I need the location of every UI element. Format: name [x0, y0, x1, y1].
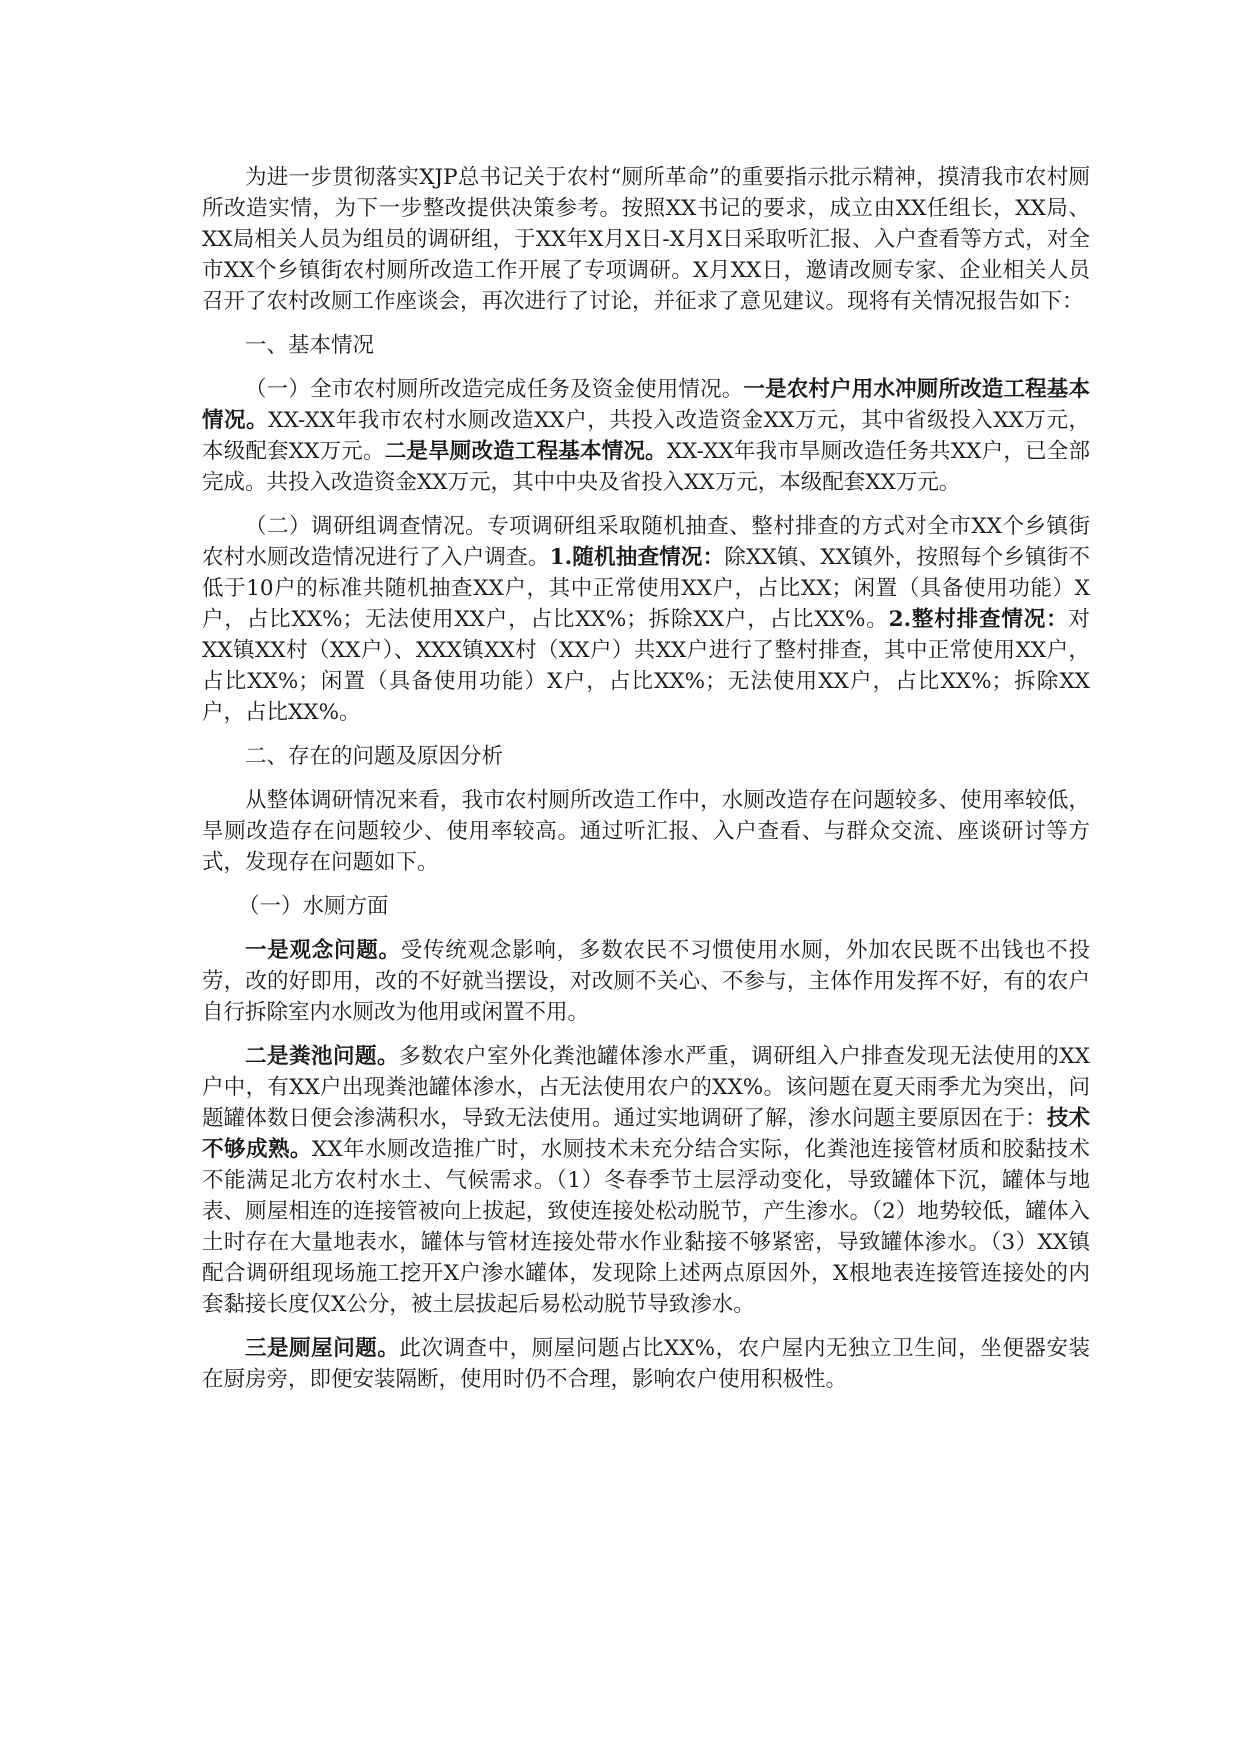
section-heading-text: 二、存在的问题及原因分析	[245, 744, 504, 769]
section-heading-problems	[202, 741, 1090, 772]
bold-phrase: 一是观念问题。	[245, 938, 401, 963]
paragraph-concept-issue	[202, 935, 1090, 1028]
paragraph-text: 受传统观念影响，多数农民不习惯使用水厕，外加农民既不出钱也不投劳，改的好即用，改的不好就当摆设，对改厕不关心、不参与，主体作用发挥不好，有的农户自行拆除室内水厕改为他用或闲置不用。	[202, 938, 1090, 1025]
intro-paragraph	[202, 162, 1090, 317]
paragraph-funding	[202, 374, 1090, 498]
paragraph-text: XX年水厕改造推广时，水厕技术未充分结合实际，化粪池连接管材质和胶黏技术不能满足北方农村水土、气候需求。（1）冬春季节土层浮动变化，导致罐体下沉，罐体与地表、厕屋相连的连接管被向上拔起，致使连接处松动脱节，产生渗水。（2）地势较低，罐体入土时存在大量地表水，罐体与管材连接处带水作业黏接不够紧密，导致罐体渗水。（3）XX镇配合调研组现场施工挖开X户渗水罐体，发现除上述两点原因外，X根地表连接管连接处的内套黏接长度仅X公分，被土层拔起后易松动脱节导致渗水。	[202, 1137, 1090, 1317]
paragraph-toilet-room-issue	[202, 1333, 1090, 1395]
paragraph-septic-issue	[202, 1041, 1090, 1320]
paragraph-text: 此次调查中，厕屋问题占比XX%，农户屋内无独立卫生间，坐便器安装在厨房旁，即便安装隔断，使用时仍不合理，影响农户使用积极性。	[202, 1336, 1090, 1392]
section-heading-text: 一、基本情况	[245, 333, 375, 358]
paragraph-text: 从整体调研情况来看，我市农村厕所改造工作中，水厕改造存在问题较多、使用率较低，旱厕改造存在问题较少、使用率较高。通过听汇报、入户查看、与群众交流、座谈研讨等方式，发现存在问题如下。	[202, 788, 1090, 875]
paragraph-text: （二）调研组调查情况。专项调研组采取随机抽查、整村排查的方式对全市XX个乡镇街农村水厕改造情况进行了入户调查。	[202, 514, 1090, 570]
bold-phrase: 1.随机抽查情况：	[549, 545, 725, 570]
paragraph-survey	[202, 511, 1090, 728]
section-heading-basic	[202, 330, 1090, 361]
paragraph-text: XX-XX年我市旱厕改造任务共XX户，已全部完成。共投入改造资金XX万元，其中中央及省投入XX万元，本级配套XX万元。	[202, 439, 1090, 495]
bold-phrase: 三是厕屋问题。	[245, 1336, 400, 1361]
paragraph-text: XX-XX年我市农村水厕改造XX户，共投入改造资金XX万元，其中省级投入XX万元，本级配套XX万元。	[202, 408, 1090, 464]
bold-phrase: 二是粪池问题。	[245, 1044, 400, 1069]
bold-phrase: 2.整村排查情况：	[888, 607, 1069, 632]
subsection-heading-text: （一）水厕方面	[238, 894, 389, 919]
bold-phrase: 二是旱厕改造工程基本情况。	[384, 439, 667, 464]
paragraph-text: 多数农户室外化粪池罐体渗水严重，调研组入户排查发现无法使用的XX户中，有XX户出现粪池罐体渗水，占无法使用农户的XX%。该问题在夏天雨季尤为突出，问题罐体数日便会渗满积水，导致无法使用。通过实地调研了解，渗水问题主要原因在于：	[202, 1044, 1090, 1131]
paragraph-text: （一）全市农村厕所改造完成任务及资金使用情况。	[245, 377, 744, 402]
paragraph-text: 对XX镇XX村（XX户）、XXX镇XX村（XX户）共XX户进行了整村排查，其中正常使用XX户，占比XX%；闲置（具备使用功能）X户，占比XX%；无法使用XX户，占比XX%；拆除XX户，占比XX%。	[202, 607, 1090, 725]
intro-text: 为进一步贯彻落实XJP总书记关于农村“厕所革命”的重要指示批示精神，摸清我市农村厕所改造实情，为下一步整改提供决策参考。按照XX书记的要求，成立由XX任组长，XX局、XX局相关人员为组员的调研组，于XX年X月X日-X月X日采取听汇报、入户查看等方式，对全市XX个乡镇街农村厕所改造工作开展了专项调研。X月XX日，邀请改厕专家、企业相关人员召开了农村改厕工作座谈会，再次进行了讨论，并征求了意见建议。现将有关情况报告如下：	[202, 165, 1090, 314]
bold-phrase: 技术不够成熟。	[202, 1106, 1090, 1162]
subsection-heading-flush-toilet	[202, 891, 1090, 922]
bold-phrase: 一是农村户用水冲厕所改造工程基本情况。	[202, 377, 1090, 433]
document-page	[202, 162, 1090, 1408]
paragraph-overview	[202, 785, 1090, 878]
paragraph-text: 除XX镇、XX镇外，按照每个乡镇街不低于10户的标准共随机抽查XX户，其中正常使用XX户，占比XX；闲置（具备使用功能）X户，占比XX%；无法使用XX户，占比XX%；拆除XX户，占比XX%。	[202, 545, 1091, 632]
